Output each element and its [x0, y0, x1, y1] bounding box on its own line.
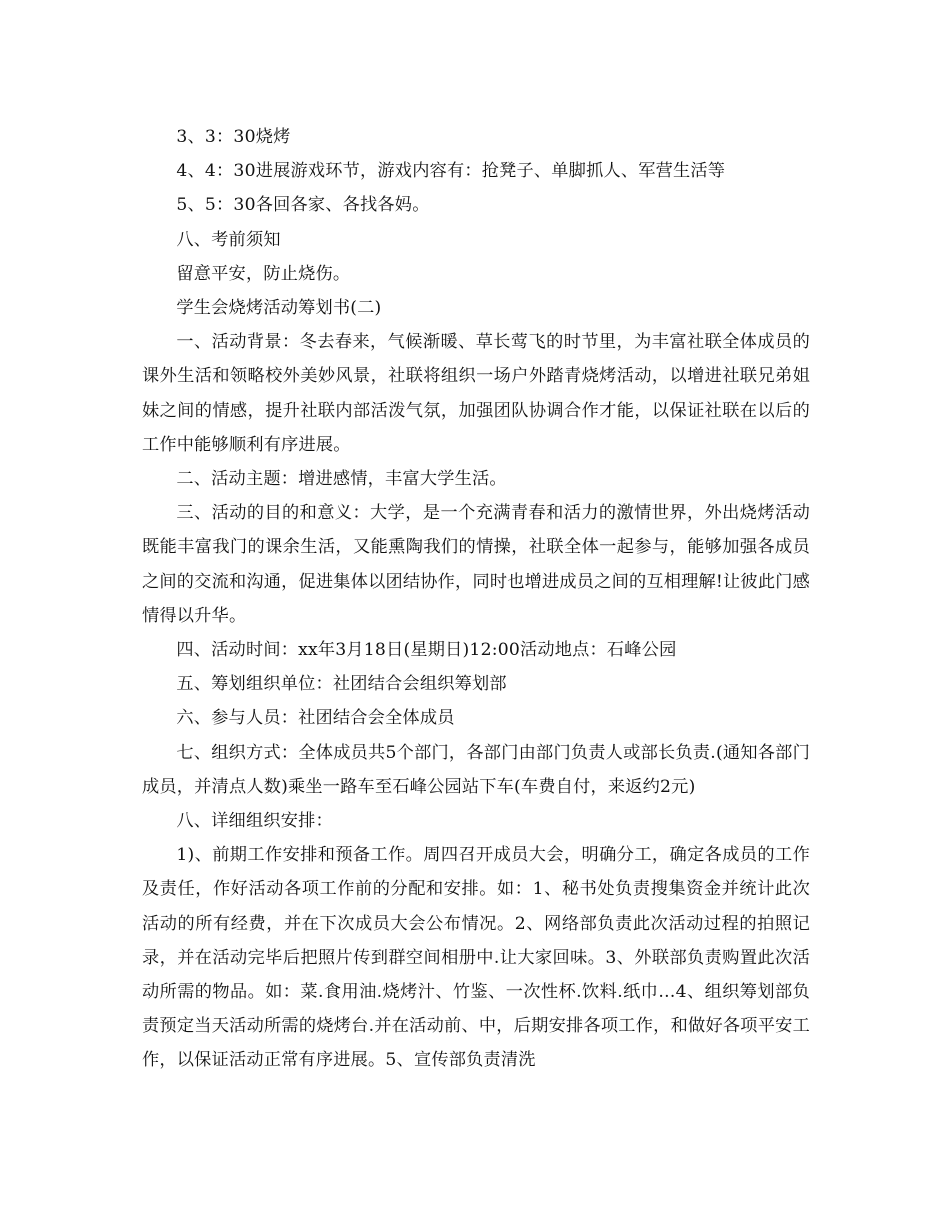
paragraph-organizer: 五、筹划组织单位：社团结合会组织筹划部	[176, 674, 507, 695]
paragraph-participants: 六、参与人员：社团结合会全体成员	[176, 708, 455, 729]
paragraph-organization-method: 七、组织方式：全体成员共5个部门，各部门由部门负责人或部长负责.(通知各部门成员，并清点人数)乘坐一路车至石峰公园站下车(车费自付，来返约2元)	[142, 742, 810, 797]
schedule-item-3: 3、3：30烧烤	[176, 127, 291, 147]
notes-text: 留意平安，防止烧伤。	[176, 263, 351, 284]
paragraph-arrangement-heading: 八、详细组织安排：	[176, 811, 333, 832]
paragraph-theme: 二、活动主题：增进感情，丰富大学生活。	[176, 469, 507, 490]
schedule-item-5: 5、5：30各回各家、各找各妈。	[176, 195, 430, 216]
paragraph-preparation: 1)、前期工作安排和预备工作。周四召开成员大会，明确分工，确定各成员的工作及责任，作好活动各项工作前的分配和安排。如：1、秘书处负责搜集资金并统计此次活动的所有经费，并在下次成员大会公布情况。2、网络部负责此次活动过程的拍照记录，并在活动完毕后把照片传到群空间相册中.让大家回味。3、外联部负责购置此次活动所需的物品。如：菜.食用油.烧烤汁、竹鉴、一次性杯.饮料.纸巾…4、组织筹划部负责预定当天活动所需的烧烤台.并在活动前、中，后期安排各项工作，和做好各项平安工作，以保证活动正常有序进展。5、宣传部负责清洗	[142, 845, 810, 1071]
document-subtitle: 学生会烧烤活动筹划书(二)	[176, 298, 382, 319]
schedule-item-4: 4、4：30进展游戏环节，游戏内容有：抢凳子、单脚抓人、军营生活等	[176, 161, 726, 182]
section-heading-notes: 八、考前须知	[176, 229, 281, 250]
paragraph-time-location: 四、活动时间：xx年3月18日(星期日)12:00活动地点：石峰公园	[176, 640, 677, 661]
paragraph-purpose: 三、活动的目的和意义：大学，是一个充满青春和活力的激情世界，外出烧烤活动既能丰富我门的课余生活，又能熏陶我们的情操，社联全体一起参与，能够加强各成员之间的交流和沟通，促进集体以团结协作，同时也增进成员之间的互相理解!让彼此门感情得以升华。	[142, 503, 810, 626]
paragraph-background: 一、活动背景：冬去春来，气候渐暖、草长莺飞的时节里，为丰富社联全体成员的课外生活和领略校外美妙风景，社联将组织一场户外踏青烧烤活动，以增进社联兄弟姐妹之间的情感，提升社联内部活泼气氛，加强团队协调合作才能，以保证社联在以后的工作中能够顺利有序进展。	[142, 332, 810, 455]
document-body	[142, 120, 810, 1078]
